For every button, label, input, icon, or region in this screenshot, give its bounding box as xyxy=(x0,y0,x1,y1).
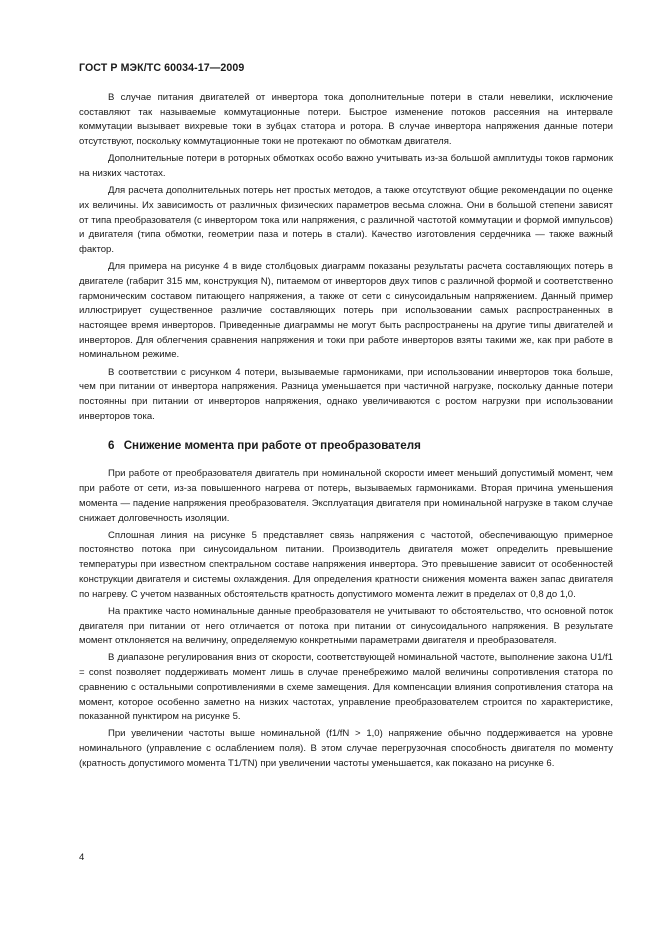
paragraph: На практике часто номинальные данные преобразователя не учитывают то обстоятельство, что основной поток двигателя при питании от него отличается от потока при питании от синусоидального напряжения. В результате момент отклоняется на величину, определяемую конкретными параметрами двигателя и преобразователя. xyxy=(79,605,613,647)
body-text xyxy=(79,91,613,774)
paragraph: В диапазоне регулирования вниз от скорости, соответствующей номинальной частоте, выполнение закона U1/f1 = const позволяет поддерживать момент лишь в случае пренебрежимо малой величины сопротивления статора по сравнению с остальными сопротивлениями в схеме замещения. Для компенсации влияния сопротивления статора на момент, которое особенно заметно на низких частотах, управление преобразователем строится по характеристике, показанной пунктиром на рисунке 5. xyxy=(79,652,613,723)
paragraph: Для расчета дополнительных потерь нет простых методов, а также отсутствуют общие рекомендации по оценке их величины. Их зависимость от различных физических параметров весьма сложна. Они в большой степени зависят от типа преобразователя (с инвертором тока или напряжения, с различной частотой коммутации и формой импульсов) и двигателя (типа обмотки, геометрии паза и потерь в стали). Качество изготовления сердечника — также важный фактор. xyxy=(79,185,613,256)
paragraph: В случае питания двигателей от инвертора тока дополнительные потери в стали невелики, исключение составляют так называемые коммутационные потери. Быстрое изменение потоков рассеяния на интервале коммутации вызывает вихревые токи в зубцах статора и ротора. В случае инвертора напряжения данные потери отсутствуют, поскольку коммутационные токи не протекают по обмоткам двигателя. xyxy=(79,92,613,148)
paragraph: В соответствии с рисунком 4 потери, вызываемые гармониками, при использовании инверторов тока больше, чем при питании от инвертора напряжения. Разница уменьшается при частичной нагрузке, поскольку данные потери постоянны при питании от инверторов напряжения, однако увеличиваются с ростом нагрузки при использовании инверторов тока. xyxy=(79,366,613,422)
section-number: 6 xyxy=(108,439,115,453)
paragraph: Для примера на рисунке 4 в виде столбцовых диаграмм показаны результаты расчета составляющих потерь в двигателе (габарит 315 мм, конструкция N), питаемом от инверторов двух типов с различной формой и соответственно гармоническим составом питающего напряжения, а также от сети с синусоидальным напряжением. Данный пример иллюстрирует существенное различие составляющих потерь при использовании самых распространенных в настоящее время инверторов. Приведенные диаграммы не могут быть распространены на другие типы двигателей и инверторов. Для облегчения сравнения напряжения и токи при работе инверторов взяты такими же, как при работе в номинальном режиме. xyxy=(79,261,613,361)
section-title: Снижение момента при работе от преобразователя xyxy=(123,439,421,453)
paragraph: Сплошная линия на рисунке 5 представляет связь напряжения с частотой, обеспечивающую примерное постоянство потока при синусоидальном питании. Производитель двигателя может определить превышение температуры при известном спектральном составе напряжения инвертора. Это превышение зависит от особенностей конструкции двигателя и системы охлаждения. Для определения кратности снижения момента важен запас двигателя по нагреву. С учетом названных обстоятельств кратность допустимого момента лежит в пределах от 0,8 до 1,0. xyxy=(79,529,613,600)
paragraph: При увеличении частоты выше номинальной (f1/fN > 1,0) напряжение обычно поддерживается на уровне номинального (управление с ослаблением поля). В этом случае перегрузочная способность двигателя по моменту (кратность допустимого момента T1/TN) при увеличении частоты уменьшается, как показано на рисунке 6. xyxy=(79,728,613,769)
page-number: 4 xyxy=(79,852,85,863)
paragraph: Дополнительные потери в роторных обмотках особо важно учитывать из-за большой амплитуды токов гармоник на низких частотах. xyxy=(79,153,613,180)
section-heading xyxy=(79,438,613,453)
document-header: ГОСТ Р МЭК/ТС 60034-17—2009 xyxy=(79,62,245,74)
paragraph: При работе от преобразователя двигатель при номинальной скорости имеет меньший допустимый момент, чем при работе от сети, из-за повышенного нагрева от потерь, вызываемых гармониками. Вторая причина уменьшения момента — падение напряжения преобразователя. Эксплуатация двигателя при номинальной нагрузке в таком случае снижает долговечность изоляции. xyxy=(79,468,613,524)
